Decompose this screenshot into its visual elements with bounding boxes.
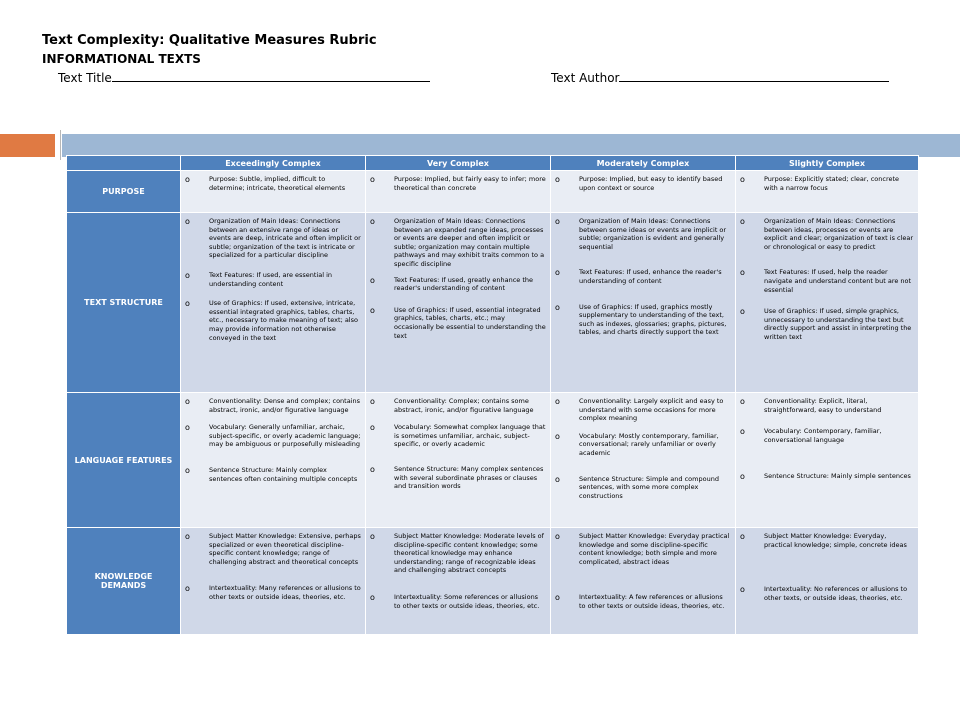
rubric-item bbox=[740, 307, 914, 341]
text-author-label: Text Author bbox=[551, 71, 620, 85]
bullet-icon: o bbox=[185, 270, 190, 280]
rubric-row-knowledge-demands bbox=[67, 528, 919, 635]
rubric-cell bbox=[366, 528, 551, 635]
rubric-item-text: Subject Matter Knowledge: Extensive, perhaps specialized or even theoretical discipline-specific content knowledge; range of challenging abstract and theoretical concepts bbox=[209, 532, 361, 566]
rubric-item-text: Purpose: Explicitly stated; clear, concrete with a narrow focus bbox=[764, 175, 900, 192]
column-header: Very Complex bbox=[366, 156, 551, 171]
rubric-item-text: Intertextuality: A few references or allusions to other texts or outside ideas, theories, etc. bbox=[579, 593, 725, 610]
bullet-icon: o bbox=[370, 397, 375, 406]
header-band bbox=[62, 134, 960, 157]
bullet-icon: o bbox=[740, 472, 745, 482]
rubric-item-text: Intertextuality: Many references or allusions to other texts or outside ideas, theories, etc. bbox=[209, 584, 361, 601]
rubric-item-text: Sentence Structure: Simple and compound sentences, with some more complex constructions bbox=[579, 474, 719, 500]
page-title: Text Complexity: Qualitative Measures Rubric bbox=[42, 33, 377, 48]
rubric-cell bbox=[366, 213, 551, 393]
bullet-icon: o bbox=[555, 431, 560, 441]
rubric-row-text-structure bbox=[67, 213, 919, 393]
rubric-item bbox=[185, 271, 361, 288]
rubric-item bbox=[370, 217, 546, 269]
rubric-cell bbox=[736, 171, 919, 213]
column-header-row bbox=[67, 156, 919, 171]
bullet-icon: o bbox=[370, 175, 375, 184]
rubric-item bbox=[555, 217, 731, 251]
rubric-item-text: Text Features: If used, help the reader navigate and understand content but are not essential bbox=[764, 268, 912, 294]
rubric-item bbox=[370, 532, 546, 575]
rubric-item-text: Text Features: If used, greatly enhance the reader's understanding of content bbox=[394, 275, 534, 293]
page-subtitle: INFORMATIONAL TEXTS bbox=[42, 52, 201, 66]
rubric-item bbox=[555, 593, 731, 610]
divider-line bbox=[60, 130, 61, 160]
rubric-item bbox=[740, 268, 914, 294]
bullet-icon: o bbox=[185, 423, 190, 433]
rubric-item-text: Vocabulary: Generally unfamiliar, archaic, subject-specific, or overly academic language; may be ambiguous or purposefully misleading bbox=[209, 423, 361, 449]
rubric-item-text: Purpose: Implied, but fairly easy to infer; more theoretical than concrete bbox=[394, 175, 546, 192]
bullet-icon: o bbox=[740, 268, 745, 278]
rubric-item bbox=[185, 217, 361, 260]
rubric-item-text: Conventionality: Complex; contains some abstract, ironic, and/or figurative language bbox=[394, 397, 534, 414]
rubric-item-text: Subject Matter Knowledge: Everyday practical knowledge and some discipline-specific content knowledge; both simple and more complicated, abstract ideas bbox=[579, 532, 730, 566]
bullet-icon: o bbox=[555, 474, 560, 484]
rubric-item-text: Sentence Structure: Mainly simple sentences bbox=[764, 472, 911, 481]
bullet-icon: o bbox=[185, 397, 190, 406]
rubric-item bbox=[185, 584, 361, 601]
bullet-icon: o bbox=[370, 423, 375, 433]
rubric-cell bbox=[736, 213, 919, 393]
row-header: KNOWLEDGE DEMANDS bbox=[67, 528, 181, 635]
rubric-item-text: Intertextuality: Some references or allusions to other texts or outside ideas, theories, etc. bbox=[394, 592, 540, 610]
bullet-icon: o bbox=[370, 305, 375, 315]
bullet-icon: o bbox=[370, 275, 375, 285]
rubric-item bbox=[740, 532, 914, 549]
bullet-icon: o bbox=[555, 302, 560, 312]
rubric-item bbox=[185, 175, 361, 192]
rubric-item bbox=[370, 593, 546, 610]
rubric-item-text: Vocabulary: Contemporary, familiar, conversational language bbox=[764, 427, 882, 444]
rubric-item-text: Use of Graphics: If used, graphics mostly supplementary to understanding of the text, such as indexes, glossaries; graphs, pictures, tables, and charts directly support the text bbox=[579, 302, 727, 337]
rubric-item-text: Sentence Structure: Mainly complex sentences often containing multiple concepts bbox=[209, 465, 358, 483]
rubric-item-text: Text Features: If used, are essential in understanding content bbox=[209, 270, 333, 288]
rubric-item bbox=[370, 465, 546, 491]
column-header: Slightly Complex bbox=[736, 156, 919, 171]
rubric-item bbox=[740, 472, 914, 481]
text-title-label: Text Title bbox=[58, 71, 112, 85]
rubric-item bbox=[370, 175, 546, 192]
rubric-item bbox=[555, 268, 731, 285]
column-header: Exceedingly Complex bbox=[181, 156, 366, 171]
bullet-icon: o bbox=[740, 397, 745, 406]
rubric-item bbox=[740, 217, 914, 251]
rubric-cell bbox=[366, 393, 551, 528]
rubric-item bbox=[555, 432, 731, 458]
rubric-item bbox=[185, 299, 361, 342]
rubric-item-text: Conventionality: Largely explicit and easy to understand with some occasions for more complex meaning bbox=[579, 397, 724, 423]
rubric-item bbox=[740, 427, 914, 444]
bullet-icon: o bbox=[555, 175, 560, 184]
rubric-row-purpose bbox=[67, 171, 919, 213]
rubric-item bbox=[740, 175, 914, 192]
bullet-icon: o bbox=[185, 465, 190, 475]
bullet-icon: o bbox=[185, 175, 190, 184]
rubric-cell bbox=[181, 393, 366, 528]
bullet-icon: o bbox=[740, 585, 745, 595]
bullet-icon: o bbox=[185, 532, 190, 541]
rubric-item bbox=[740, 397, 914, 414]
rubric-cell bbox=[736, 528, 919, 635]
bullet-icon: o bbox=[370, 464, 375, 474]
rubric-item-text: Intertextuality: No references or allusions to other texts, or outside ideas, theories, etc. bbox=[764, 585, 908, 602]
accent-bar bbox=[0, 134, 55, 157]
rubric-item bbox=[370, 397, 546, 414]
rubric-item bbox=[555, 397, 731, 423]
rubric-cell bbox=[366, 171, 551, 213]
rubric-item bbox=[740, 585, 914, 602]
rubric-item-text: Sentence Structure: Many complex sentences with several subordinate phrases or clauses and transition words bbox=[394, 464, 544, 491]
rubric-item-text: Subject Matter Knowledge: Everyday, practical knowledge; simple, concrete ideas bbox=[764, 532, 907, 549]
rubric-item-text: Purpose: Subtle, implied, difficult to determine; intricate, theoretical elements bbox=[209, 175, 346, 192]
rubric-item bbox=[370, 423, 546, 449]
bullet-icon: o bbox=[185, 217, 190, 226]
rubric-item-text: Use of Graphics: If used, essential integrated graphics, tables, charts, etc.; may occasionally be essential to understanding the text bbox=[394, 305, 546, 340]
bullet-icon: o bbox=[740, 532, 745, 541]
bullet-icon: o bbox=[370, 217, 375, 226]
bullet-icon: o bbox=[555, 593, 560, 603]
rubric-row-language-features bbox=[67, 393, 919, 528]
rubric-item-text: Organization of Main Ideas: Connections between an extensive range of ideas or events are deep, intricate and often implicit or subtle; organization of the text is intricate or specialized for a particular discipline bbox=[209, 217, 361, 260]
rubric-item-text: Vocabulary: Mostly contemporary, familiar, conversational; rarely unfamiliar or overly academic bbox=[579, 431, 719, 457]
rubric-item bbox=[555, 475, 731, 501]
corner-cell bbox=[67, 156, 181, 171]
rubric-cell bbox=[551, 171, 736, 213]
bullet-icon: o bbox=[740, 175, 745, 184]
rubric-item bbox=[185, 466, 361, 483]
bullet-icon: o bbox=[555, 217, 560, 226]
rubric-item bbox=[185, 423, 361, 449]
bullet-icon: o bbox=[185, 299, 190, 309]
rubric-item-text: Conventionality: Explicit, literal, straightforward, easy to understand bbox=[764, 397, 882, 414]
text-author-field bbox=[551, 70, 889, 86]
rubric-item bbox=[555, 175, 731, 192]
rubric-item bbox=[185, 397, 361, 414]
text-title-field bbox=[58, 70, 430, 86]
rubric-table bbox=[66, 155, 919, 635]
rubric-item bbox=[555, 532, 731, 566]
rubric-cell bbox=[551, 393, 736, 528]
rubric-item-text: Purpose: Implied, but easy to identify based upon context or source bbox=[579, 175, 723, 192]
text-author-blank bbox=[619, 70, 889, 82]
rubric-cell bbox=[551, 528, 736, 635]
text-title-blank bbox=[112, 70, 430, 82]
rubric-item-text: Organization of Main Ideas: Connections between an expanded range ideas, processes or events are deeper and often implicit or subtle; organization may contain multiple pathways and may exhibit traits common to a specific discipline bbox=[394, 217, 545, 268]
rubric-cell bbox=[181, 213, 366, 393]
rubric-item-text: Use of Graphics: If used, extensive, intricate, essential integrated graphics, tables, charts, etc., necessary to make meaning of text; also may provide information not otherwise conveyed in the text bbox=[209, 299, 358, 342]
rubric-item bbox=[370, 306, 546, 340]
rubric-item-text: Use of Graphics: If used, simple graphics, unnecessary to understanding the text but directly support and assist in interpreting the written text bbox=[764, 307, 912, 341]
rubric-cell bbox=[181, 528, 366, 635]
bullet-icon: o bbox=[370, 532, 375, 541]
rubric-item-text: Conventionality: Dense and complex; contains abstract, ironic, and/or figurative language bbox=[209, 397, 361, 414]
rubric-item-text: Organization of Main Ideas: Connections between some ideas or events are implicit or subtle; organization is evident and generally sequential bbox=[579, 217, 727, 251]
row-header: TEXT STRUCTURE bbox=[67, 213, 181, 393]
bullet-icon: o bbox=[555, 532, 560, 541]
rubric-item-text: Subject Matter Knowledge: Moderate levels of discipline-specific content knowledge; some theoretical knowledge may enhance understanding; range of recognizable ideas and challenging abstract concepts bbox=[394, 532, 544, 575]
rubric-item-text: Organization of Main Ideas: Connections between ideas, processes or events are explicit and clear; organization of text is clear or chronological or easy to predict bbox=[764, 217, 914, 251]
rubric-item bbox=[185, 532, 361, 566]
column-header: Moderately Complex bbox=[551, 156, 736, 171]
bullet-icon: o bbox=[740, 217, 745, 226]
bullet-icon: o bbox=[370, 592, 375, 602]
row-header: PURPOSE bbox=[67, 171, 181, 213]
rubric-item bbox=[370, 276, 546, 293]
rubric-cell bbox=[181, 171, 366, 213]
rubric-item bbox=[555, 303, 731, 337]
bullet-icon: o bbox=[740, 307, 745, 317]
row-header: LANGUAGE FEATURES bbox=[67, 393, 181, 528]
rubric-cell bbox=[736, 393, 919, 528]
rubric-item-text: Vocabulary: Somewhat complex language that is sometimes unfamiliar, archaic, subject-specific, or overly academic bbox=[394, 423, 546, 449]
bullet-icon: o bbox=[740, 427, 745, 437]
rubric-item-text: Text Features: If used, enhance the reader's understanding of content bbox=[579, 268, 722, 285]
bullet-icon: o bbox=[185, 584, 190, 594]
bullet-icon: o bbox=[555, 268, 560, 278]
bullet-icon: o bbox=[555, 397, 560, 406]
rubric-cell bbox=[551, 213, 736, 393]
